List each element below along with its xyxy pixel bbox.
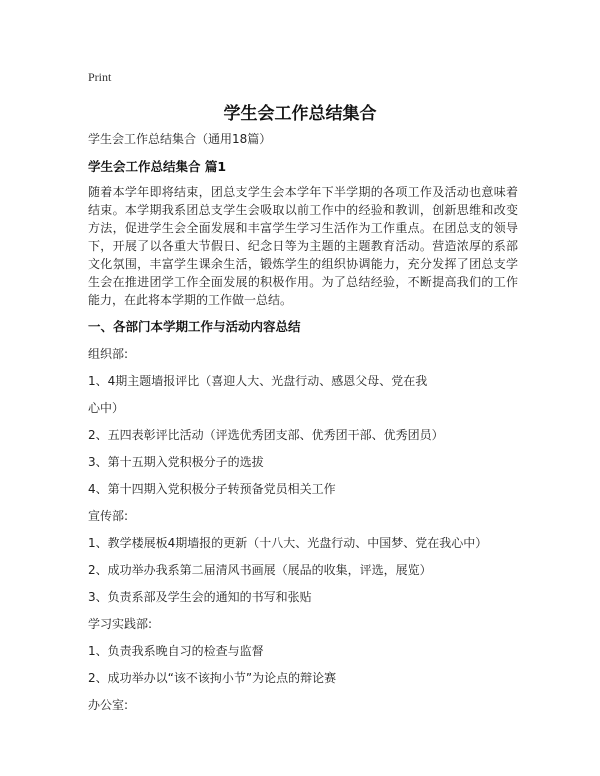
list-item: 3、第十五期入党积极分子的选拔	[88, 455, 264, 469]
intro-paragraph: 随着本学年即将结束，团总支学生会本学年下半学期的各项工作及活动也意味着结束。本学期我系团总支学生会吸取以前工作中的经验和教训，创新思维和改变方法，促进学生会全面发展和丰富学生学习生活作为工作重点。在团总支的领导下，开展了以各重大节假日、纪念日等为主题的主题教育活动。营造浓厚的系部文化氛围，丰富学生课余生活，锻炼学生的组织协调能力，充分发挥了团总支学生会在推进团学工作全面发展的积极作用。为了总结经验，不断提高我们的工作能力，在此将本学期的工作做一总结。	[88, 185, 518, 307]
print-label[interactable]: Print	[88, 70, 112, 84]
list-item: 4、第十四期入党积极分子转预备党员相关工作	[88, 482, 336, 496]
list-item: 2、成功举办以“该不该拘小节”为论点的辩论赛	[88, 671, 337, 685]
document-body	[88, 130, 518, 723]
section-title: 学生会工作总结集合 篇1	[88, 159, 227, 174]
list-item: 1、4期主题墙报评比（喜迎人大、光盘行动、感恩父母、党在我	[88, 374, 428, 388]
dept-label-publicity: 宣传部:	[88, 509, 129, 523]
page-title: 学生会工作总结集合	[223, 104, 377, 124]
list-item: 1、教学楼展板4期墙报的更新（十八大、光盘行动、中国梦、党在我心中）	[88, 536, 488, 550]
list-item: 3、负责系部及学生会的通知的书写和张贴	[88, 590, 312, 604]
dept-label-office: 办公室:	[88, 698, 129, 712]
list-item: 2、成功举办我系第二届清风书画展（展品的收集，评选，展览）	[88, 563, 432, 577]
dept-label-organization: 组织部:	[88, 347, 129, 361]
dept-label-study-practice: 学习实践部:	[88, 617, 153, 631]
list-item-continuation: 心中）	[88, 401, 125, 415]
section-heading: 一、各部门本学期工作与活动内容总结	[88, 319, 301, 334]
subtitle: 学生会工作总结集合（通用18篇）	[88, 132, 272, 146]
list-item: 2、五四表彰评比活动（评选优秀团支部、优秀团干部、优秀团员）	[88, 428, 444, 442]
list-item: 1、负责我系晚自习的检查与监督	[88, 644, 264, 658]
